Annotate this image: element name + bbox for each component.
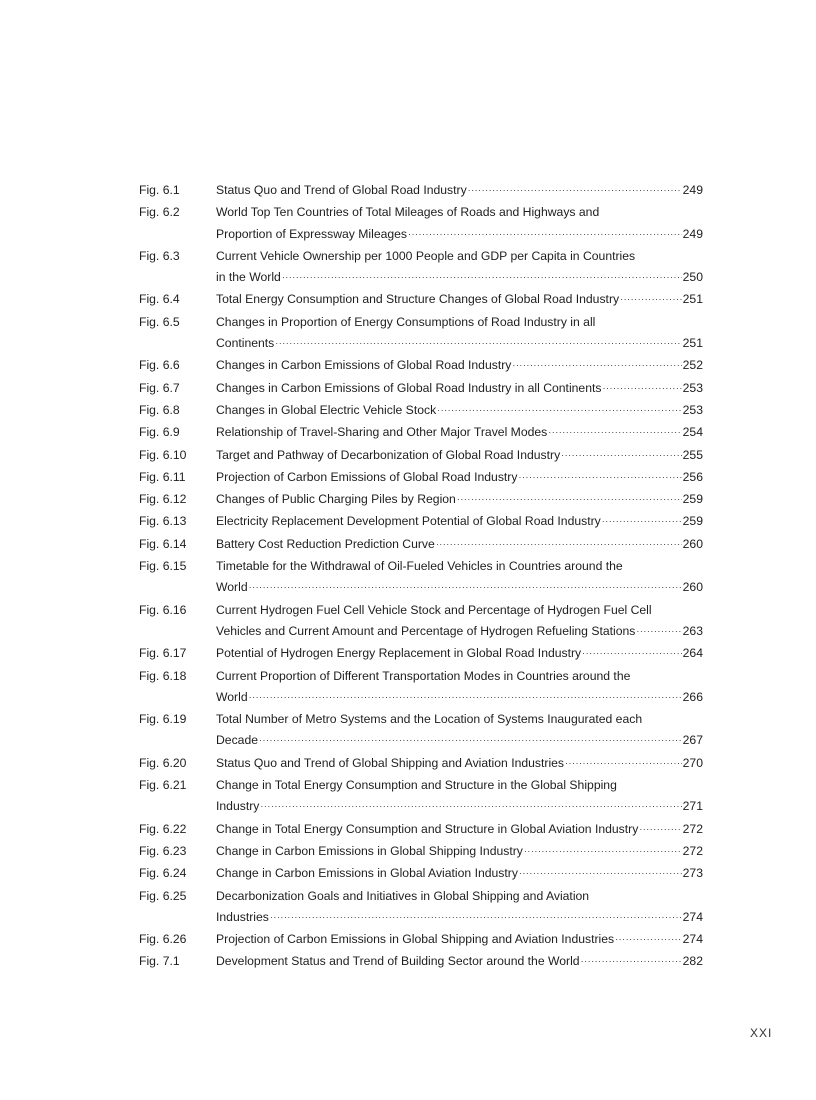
dot-leader xyxy=(408,224,682,245)
figure-title: Changes in Global Electric Vehicle Stock xyxy=(216,402,437,417)
page-reference[interactable]: 252 xyxy=(682,358,703,373)
entry-last-line xyxy=(216,511,703,533)
page-reference[interactable]: 251 xyxy=(682,336,703,351)
figure-title: Change in Carbon Emissions in Global Shipping Industry xyxy=(216,843,523,858)
entry-last-line xyxy=(216,224,703,246)
dot-leader xyxy=(636,621,681,642)
entry-body xyxy=(216,400,703,422)
figure-title-line: Changes in Proportion of Energy Consumptions of Road Industry in all xyxy=(216,314,596,329)
entry-last-line xyxy=(216,180,703,202)
figure-title-line: Timetable for the Withdrawal of Oil-Fueled Vehicles in Countries around the xyxy=(216,559,623,574)
figure-number: Fig. 6.7 xyxy=(139,380,180,395)
page-reference[interactable]: 274 xyxy=(682,909,703,924)
figure-title-line: Current Proportion of Different Transportation Modes in Countries around the xyxy=(216,668,631,683)
toc-entry[interactable] xyxy=(139,511,703,533)
entry-last-line xyxy=(216,289,703,311)
page-reference[interactable]: 259 xyxy=(682,514,703,529)
figure-number: Fig. 6.2 xyxy=(139,205,180,220)
figure-number: Fig. 6.11 xyxy=(139,469,186,484)
figure-title: Projection of Carbon Emissions in Global Shipping and Aviation Industries xyxy=(216,932,615,947)
page-reference[interactable]: 264 xyxy=(682,646,703,661)
toc-entry[interactable] xyxy=(139,489,703,511)
page-reference[interactable]: 272 xyxy=(682,821,703,836)
entry-last-line xyxy=(216,267,703,289)
figure-number: Fig. 6.12 xyxy=(139,492,187,507)
dot-leader xyxy=(639,819,681,840)
entry-last-line xyxy=(216,577,703,599)
toc-entry[interactable] xyxy=(139,600,703,644)
dot-leader xyxy=(259,730,682,751)
figure-title: Electricity Replacement Development Potential of Global Road Industry xyxy=(216,514,601,529)
figure-title-line: Current Hydrogen Fuel Cell Vehicle Stock and Percentage of Hydrogen Fuel Cell xyxy=(216,602,652,617)
entry-body xyxy=(216,489,703,511)
dot-leader xyxy=(468,180,682,201)
figure-title: Continents xyxy=(216,336,275,351)
figure-number: Fig. 6.15 xyxy=(139,559,187,574)
toc-entry[interactable] xyxy=(139,467,703,489)
figure-number: Fig. 6.6 xyxy=(139,358,180,373)
figure-number: Fig. 6.20 xyxy=(139,755,187,770)
toc-entry[interactable] xyxy=(139,666,703,710)
page-reference[interactable]: 266 xyxy=(682,689,703,704)
entry-body xyxy=(216,355,703,377)
figure-title-line: World Top Ten Countries of Total Mileages of Roads and Highways and xyxy=(216,205,600,220)
dot-leader xyxy=(565,753,682,774)
figure-number: Fig. 6.25 xyxy=(139,888,187,903)
entry-last-line xyxy=(216,951,703,973)
toc-entry[interactable] xyxy=(139,775,703,819)
figure-title: Changes in Carbon Emissions of Global Road Industry in all Continents xyxy=(216,380,602,395)
dot-leader xyxy=(249,687,682,708)
toc-entry[interactable] xyxy=(139,951,703,973)
toc-entry[interactable] xyxy=(139,841,703,863)
figure-number: Fig. 6.8 xyxy=(139,402,180,417)
dot-leader xyxy=(270,907,682,928)
figure-title: Potential of Hydrogen Energy Replacement in Global Road Industry xyxy=(216,646,582,661)
entry-body xyxy=(216,709,703,753)
dot-leader xyxy=(436,534,682,555)
toc-entry[interactable] xyxy=(139,289,703,311)
figure-title-line: Total Number of Metro Systems and the Location of Systems Inaugurated each xyxy=(216,712,643,727)
page-reference[interactable]: 250 xyxy=(682,270,703,285)
dot-leader xyxy=(518,467,681,488)
figure-title: Decade xyxy=(216,733,259,748)
entry-last-line xyxy=(216,687,703,709)
page-reference[interactable]: 282 xyxy=(682,954,703,969)
page-reference[interactable]: 254 xyxy=(682,425,703,440)
figure-number: Fig. 7.1 xyxy=(139,954,180,969)
entry-body xyxy=(216,246,703,290)
page-reference[interactable]: 273 xyxy=(682,866,703,881)
entry-body xyxy=(216,180,703,202)
entry-body xyxy=(216,511,703,533)
toc-entry[interactable] xyxy=(139,753,703,775)
toc-entry[interactable] xyxy=(139,929,703,951)
page-reference[interactable]: 253 xyxy=(682,402,703,417)
entry-last-line xyxy=(216,796,703,818)
figure-title: Projection of Carbon Emissions of Global Road Industry xyxy=(216,469,518,484)
entry-body xyxy=(216,643,703,665)
figure-number: Fig. 6.4 xyxy=(139,292,180,307)
entry-body xyxy=(216,556,703,600)
page-reference[interactable]: 251 xyxy=(682,292,703,307)
entry-body xyxy=(216,775,703,819)
entry-last-line xyxy=(216,819,703,841)
figure-title: Total Energy Consumption and Structure Changes of Global Road Industry xyxy=(216,292,620,307)
entry-body xyxy=(216,929,703,951)
figure-number: Fig. 6.13 xyxy=(139,514,187,529)
page-reference[interactable]: 274 xyxy=(682,932,703,947)
dot-leader xyxy=(249,577,682,598)
figure-number: Fig. 6.5 xyxy=(139,314,180,329)
figure-title: Proportion of Expressway Mileages xyxy=(216,226,408,241)
toc-entry[interactable] xyxy=(139,556,703,600)
figure-number: Fig. 6.14 xyxy=(139,536,187,551)
toc-entry[interactable] xyxy=(139,180,703,202)
figure-title: Industry xyxy=(216,799,260,814)
entry-body xyxy=(216,202,703,246)
dot-leader xyxy=(275,333,681,354)
entry-last-line xyxy=(216,863,703,885)
figure-number: Fig. 6.21 xyxy=(139,778,187,793)
entry-last-line xyxy=(216,753,703,775)
toc-entry[interactable] xyxy=(139,886,703,930)
figure-number: Fig. 6.1 xyxy=(139,183,180,197)
toc-entry[interactable] xyxy=(139,422,703,444)
figure-title: Development Status and Trend of Building Sector around the World xyxy=(216,954,580,969)
figure-number: Fig. 6.26 xyxy=(139,932,187,947)
toc-entry[interactable] xyxy=(139,246,703,290)
dot-leader xyxy=(602,511,682,532)
dot-leader xyxy=(457,489,682,510)
figure-title: Change in Total Energy Consumption and Structure in Global Aviation Industry xyxy=(216,821,639,836)
entry-body xyxy=(216,819,703,841)
entry-body xyxy=(216,841,703,863)
entry-body xyxy=(216,886,703,930)
entry-last-line xyxy=(216,643,703,665)
entry-body xyxy=(216,445,703,467)
figure-title: Status Quo and Trend of Global Road Industry xyxy=(216,183,467,197)
figure-number: Fig. 6.3 xyxy=(139,248,180,263)
figure-title: Vehicles and Current Amount and Percentage of Hydrogen Refueling Stations xyxy=(216,623,636,638)
page-number: XXI xyxy=(750,1026,773,1040)
figure-number: Fig. 6.23 xyxy=(139,843,187,858)
dot-leader xyxy=(561,445,681,466)
entry-last-line xyxy=(216,355,703,377)
dot-leader xyxy=(620,289,682,310)
figure-title-line: Change in Total Energy Consumption and Structure in the Global Shipping xyxy=(216,778,617,793)
toc-entry[interactable] xyxy=(139,534,703,556)
figure-title: Industries xyxy=(216,909,269,924)
dot-leader xyxy=(519,863,682,884)
figure-number: Fig. 6.17 xyxy=(139,646,187,661)
page-reference[interactable]: 259 xyxy=(682,492,703,507)
entry-body xyxy=(216,289,703,311)
figure-title: World xyxy=(216,580,248,595)
figure-title-line: Decarbonization Goals and Initiatives in Global Shipping and Aviation xyxy=(216,888,590,903)
entry-last-line xyxy=(216,907,703,929)
entry-last-line xyxy=(216,378,703,400)
entry-last-line xyxy=(216,400,703,422)
figure-title-line: Current Vehicle Ownership per 1000 People and GDP per Capita in Countries xyxy=(216,248,636,263)
toc-entry[interactable] xyxy=(139,709,703,753)
page-reference[interactable]: 263 xyxy=(682,623,703,638)
page-reference[interactable]: 249 xyxy=(682,183,703,197)
entry-last-line xyxy=(216,445,703,467)
dot-leader xyxy=(602,378,681,399)
toc-entry[interactable] xyxy=(139,355,703,377)
toc-entry[interactable] xyxy=(139,202,703,246)
page-reference[interactable]: 255 xyxy=(682,447,703,462)
toc-entry[interactable] xyxy=(139,863,703,885)
figure-number: Fig. 6.24 xyxy=(139,866,187,881)
page-reference[interactable]: 272 xyxy=(682,843,703,858)
entry-body xyxy=(216,600,703,644)
entry-body xyxy=(216,753,703,775)
figure-title: World xyxy=(216,689,248,704)
figure-number: Fig. 6.16 xyxy=(139,602,187,617)
figure-title: Status Quo and Trend of Global Shipping and Aviation Industries xyxy=(216,755,565,770)
toc-entry[interactable] xyxy=(139,312,703,356)
dot-leader xyxy=(524,841,682,862)
dot-leader xyxy=(582,643,682,664)
entry-last-line xyxy=(216,534,703,556)
entry-last-line xyxy=(216,621,703,643)
toc-entry[interactable] xyxy=(139,378,703,400)
page-reference[interactable]: 260 xyxy=(682,536,703,551)
entry-last-line xyxy=(216,422,703,444)
toc-entry[interactable] xyxy=(139,400,703,422)
entry-body xyxy=(216,951,703,973)
page-reference[interactable]: 256 xyxy=(682,469,703,484)
figure-number: Fig. 6.19 xyxy=(139,712,187,727)
entry-body xyxy=(216,312,703,356)
list-of-figures xyxy=(139,180,703,974)
dot-leader xyxy=(260,796,681,817)
dot-leader xyxy=(437,400,681,421)
figure-title: Relationship of Travel-Sharing and Other Major Travel Modes xyxy=(216,425,548,440)
entry-last-line xyxy=(216,333,703,355)
figure-number: Fig. 6.9 xyxy=(139,425,180,440)
entry-body xyxy=(216,422,703,444)
dot-leader xyxy=(615,929,682,950)
entry-body xyxy=(216,378,703,400)
entry-last-line xyxy=(216,841,703,863)
figure-title: Target and Pathway of Decarbonization of Global Road Industry xyxy=(216,447,561,462)
entry-last-line xyxy=(216,467,703,489)
page-reference[interactable]: 271 xyxy=(682,799,703,814)
figure-title: Battery Cost Reduction Prediction Curve xyxy=(216,536,435,551)
figure-number: Fig. 6.18 xyxy=(139,668,187,683)
toc-entry[interactable] xyxy=(139,643,703,665)
figure-title: Changes in Carbon Emissions of Global Road Industry xyxy=(216,358,512,373)
page-reference[interactable]: 249 xyxy=(682,226,703,241)
figure-title: Change in Carbon Emissions in Global Aviation Industry xyxy=(216,866,518,881)
entry-last-line xyxy=(216,489,703,511)
page-reference[interactable]: 267 xyxy=(682,733,703,748)
page-reference[interactable]: 253 xyxy=(682,380,703,395)
entry-last-line xyxy=(216,730,703,752)
toc-entry[interactable] xyxy=(139,445,703,467)
figure-title: Changes of Public Charging Piles by Region xyxy=(216,492,456,507)
entry-body xyxy=(216,467,703,489)
dot-leader xyxy=(548,422,681,443)
entry-body xyxy=(216,666,703,710)
dot-leader xyxy=(282,267,682,288)
dot-leader xyxy=(512,355,681,376)
figure-title: in the World xyxy=(216,270,281,285)
toc-entry[interactable] xyxy=(139,819,703,841)
entry-body xyxy=(216,863,703,885)
page-reference[interactable]: 270 xyxy=(682,755,703,770)
figure-number: Fig. 6.22 xyxy=(139,821,187,836)
page-reference[interactable]: 260 xyxy=(682,580,703,595)
dot-leader xyxy=(581,951,682,972)
entry-body xyxy=(216,534,703,556)
figure-number: Fig. 6.10 xyxy=(139,447,187,462)
entry-last-line xyxy=(216,929,703,951)
